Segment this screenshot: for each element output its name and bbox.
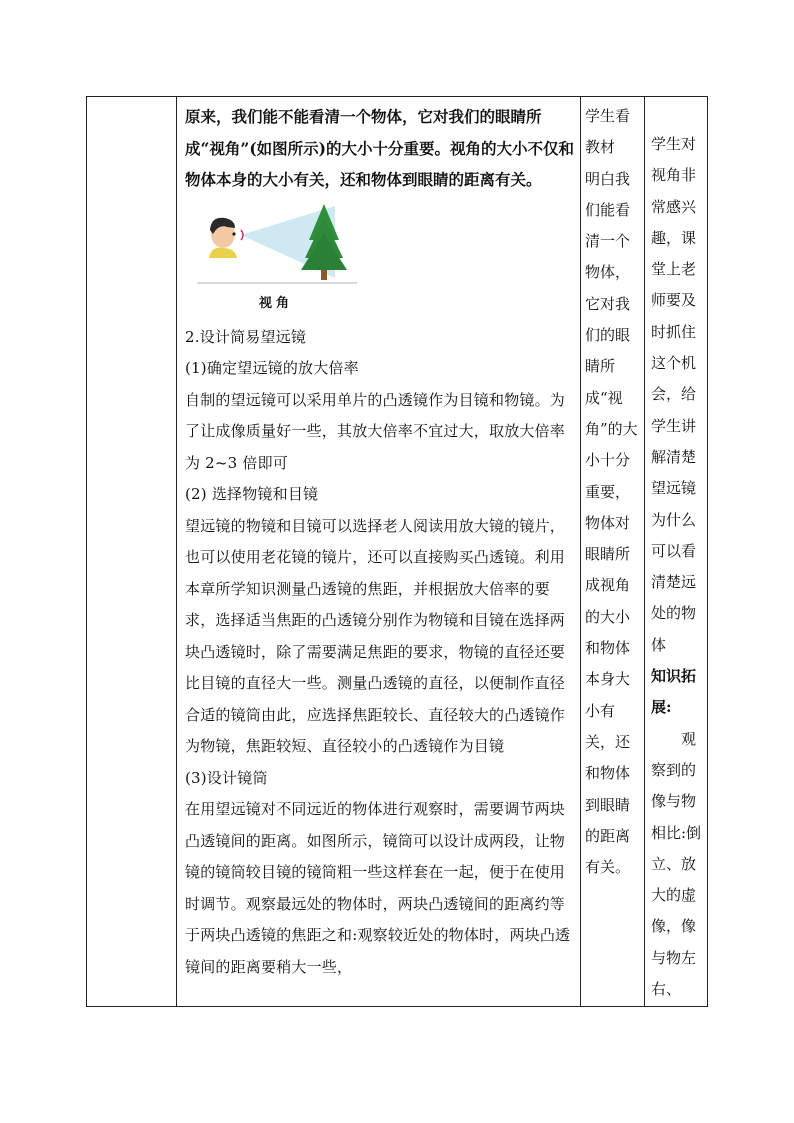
lesson-table: [86, 96, 708, 1007]
blank-column: [87, 97, 177, 1006]
step3-title: (3)设计镜筒: [185, 768, 268, 787]
step2-text: 望远镜的物镜和目镜可以选择老人阅读用放大镜的镜片，也可以使用老花镜的镜片，还可以直接购买凸透镜。利用本章所学知识测量凸透镜的焦距，并根据放大倍率的要求，选择适当焦距的凸透镜分别作为物镜和目镜在选择两块凸透镜时，除了需要满足焦距的要求，物镜的直径还要比目镜的直径大一些。测量凸透镜的直径，以便制作直径合适的镜筒由此，应选择焦距较长、直径较大的凸透镜作为物镜，焦距较短、直径较小的凸透镜作为目镜: [185, 516, 566, 755]
step2-title: (2) 选择物镜和目镜: [185, 485, 319, 503]
step3-text: 在用望远镜对不同远近的物体进行观察时，需要调节两块凸透镜间的距离。如图所示，镜筒可以设计成两段，让物镜的镜筒较目镜的镜筒粗一些这样套在一起，便于在使用时调节。观察最远处的物体时，两块凸透镜间的距离约等于两块凸透镜的焦距之和:观察较近处的物体时，两块凸透镜间的距离要稍大一些，: [185, 800, 571, 976]
visual-angle-figure: [197, 200, 367, 318]
section-title: 2.设计简易望远镜: [185, 327, 307, 346]
design-intent-column: [645, 97, 709, 1006]
knowledge-extension-heading: 知识拓展:: [651, 667, 697, 717]
boy-shirt: [209, 247, 237, 257]
student-line-1: 学生看教材: [585, 107, 631, 157]
step1-text: 自制的望远镜可以采用单片的凸透镜作为目镜和物镜。为了让成像质量好一些，其放大倍率不宜过大，取放大倍率为 2~3 倍即可: [185, 390, 566, 472]
student-line-2: 明白我们能看清一个物体，它对我们的眼睛所成“视角”的大小十分重要，物体对眼睛所成视角的大小和物体本身大小有关，还和物体到眼睛的距离有关。: [585, 169, 638, 877]
intent-text-2: 观察到的像与物相比:倒立、放大的虚像，像与物左右、: [651, 729, 702, 999]
intent-text-1: 学生对视角非常感兴趣，课堂上老师要及时抓住这个机会，给学生讲解清楚望远镜为什么可以看清楚远处的物体: [651, 135, 697, 654]
content-column: [177, 97, 581, 1006]
figure-caption: 视角: [259, 295, 294, 311]
step1-title: (1)确定望远镜的放大倍率: [185, 359, 359, 377]
student-activity-column: [581, 97, 645, 1006]
boy-eye: [232, 232, 235, 235]
intent-text-2-wrap: [651, 724, 707, 1006]
intro-paragraph: 原来，我们能不能看清一个物体，它对我们的眼睛所成“视角”(如图所示)的大小十分重要。视角的大小不仅和物体本身的大小有关，还和物体到眼睛的距离有关。: [185, 107, 575, 189]
